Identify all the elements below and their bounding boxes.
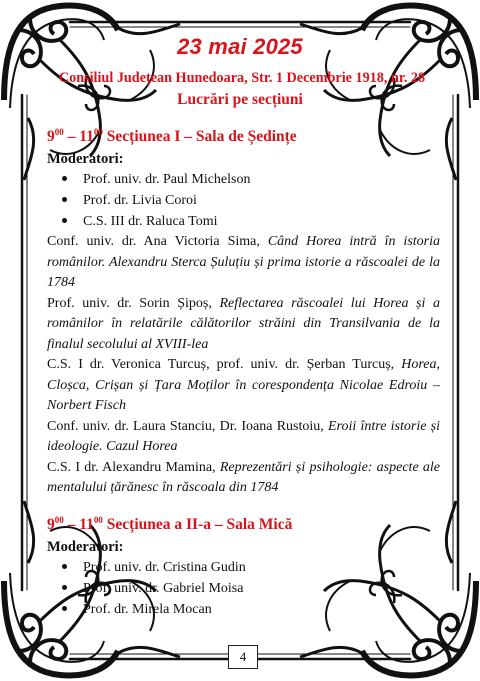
section-1-time-end: – 11 bbox=[67, 128, 94, 145]
bullet-icon bbox=[62, 585, 67, 590]
venue-address: Consiliul Județean Hunedoara, Str. 1 Decembrie 1918, nr. 28 bbox=[58, 70, 426, 86]
section-2-title: Secțiunea a II-a – Sala Mică bbox=[106, 516, 293, 533]
paper-title: Când Horea intră în istoria românilor. Alexandru Sterca Șuluțiu și prima istorie a răscoalei de la 1784 bbox=[47, 234, 440, 290]
moderator-name: Prof. univ. dr. Gabriel Moisa bbox=[83, 581, 244, 596]
paper-authors: Conf. univ. dr. Ana Victoria Sima, bbox=[47, 234, 268, 249]
moderator-name: Prof. dr. Livia Coroi bbox=[83, 193, 197, 208]
bullet-icon bbox=[62, 197, 67, 202]
event-date: 23 mai 2025 bbox=[177, 34, 303, 59]
section-1-title: Secțiunea I – Sala de Ședințe bbox=[106, 128, 297, 145]
section-1-moderators-list bbox=[62, 169, 250, 232]
paper-entry bbox=[47, 417, 440, 458]
moderator-name: Prof. dr. Mirela Mocan bbox=[83, 602, 212, 617]
paper-entry bbox=[47, 232, 440, 294]
page-subtitle: Lucrări pe secțiuni bbox=[177, 91, 303, 108]
paper-authors: C.S. I dr. Alexandru Mamina, bbox=[47, 459, 220, 475]
paper-entry bbox=[47, 294, 440, 356]
section-2-moderators-label: Moderatori: bbox=[47, 539, 124, 555]
moderator-item bbox=[62, 169, 250, 190]
moderator-name: C.S. III dr. Raluca Tomi bbox=[83, 214, 218, 229]
section-1-papers bbox=[47, 232, 440, 499]
section-1-time-start: 9 bbox=[47, 128, 55, 145]
paper-entry bbox=[47, 355, 440, 417]
section-1-time-end-minutes: 00 bbox=[93, 127, 103, 137]
section-1-moderators-label: Moderatori: bbox=[47, 151, 124, 167]
paper-title: Horea, Cloșca, Crișan și Țara Moților în corespondența Nicolae Edroiu – Norbert Fisch bbox=[47, 357, 440, 413]
paper-authors: Prof. univ. dr. Sorin Șipoș, bbox=[47, 295, 220, 311]
section-1-heading bbox=[47, 127, 297, 146]
paper-title: Reflectarea răscoalei lui Horea și a românilor în relatările călătorilor străini din Transilvania de la finalul secolului al XVIII-lea bbox=[47, 295, 440, 352]
section-2-time-start-minutes: 00 bbox=[54, 515, 64, 525]
moderator-name: Prof. univ. dr. Cristina Gudin bbox=[83, 560, 246, 575]
section-1-time-start-minutes: 00 bbox=[54, 127, 64, 137]
paper-title: Eroii între istorie și ideologie. Cazul Horea bbox=[47, 418, 440, 454]
bullet-icon bbox=[62, 218, 67, 223]
section-2-heading bbox=[47, 515, 292, 534]
moderator-item bbox=[62, 190, 250, 211]
section-2-time-end-minutes: 00 bbox=[93, 515, 103, 525]
section-2-time-start: 9 bbox=[47, 516, 55, 533]
bullet-icon bbox=[62, 564, 67, 569]
paper-authors: Conf. univ. dr. Laura Stanciu, Dr. Ioana Rustoiu, bbox=[47, 418, 328, 434]
paper-title: Reprezentări și psihologie: aspecte ale mentalului țărănesc în răscoala din 1784 bbox=[47, 459, 441, 495]
moderator-item bbox=[62, 557, 246, 578]
page-number: 4 bbox=[228, 645, 258, 669]
moderator-name: Prof. univ. dr. Paul Michelson bbox=[83, 172, 251, 187]
bullet-icon bbox=[62, 176, 67, 181]
paper-authors: C.S. I dr. Veronica Turcuș, prof. univ. dr. Șerban Turcuș, bbox=[47, 357, 402, 372]
moderator-item bbox=[62, 578, 246, 599]
bullet-icon bbox=[62, 606, 67, 611]
paper-entry bbox=[47, 458, 440, 499]
moderator-item bbox=[62, 211, 250, 232]
section-2-moderators-list bbox=[62, 557, 246, 620]
section-2-time-end: – 11 bbox=[67, 516, 94, 533]
moderator-item bbox=[62, 599, 246, 620]
